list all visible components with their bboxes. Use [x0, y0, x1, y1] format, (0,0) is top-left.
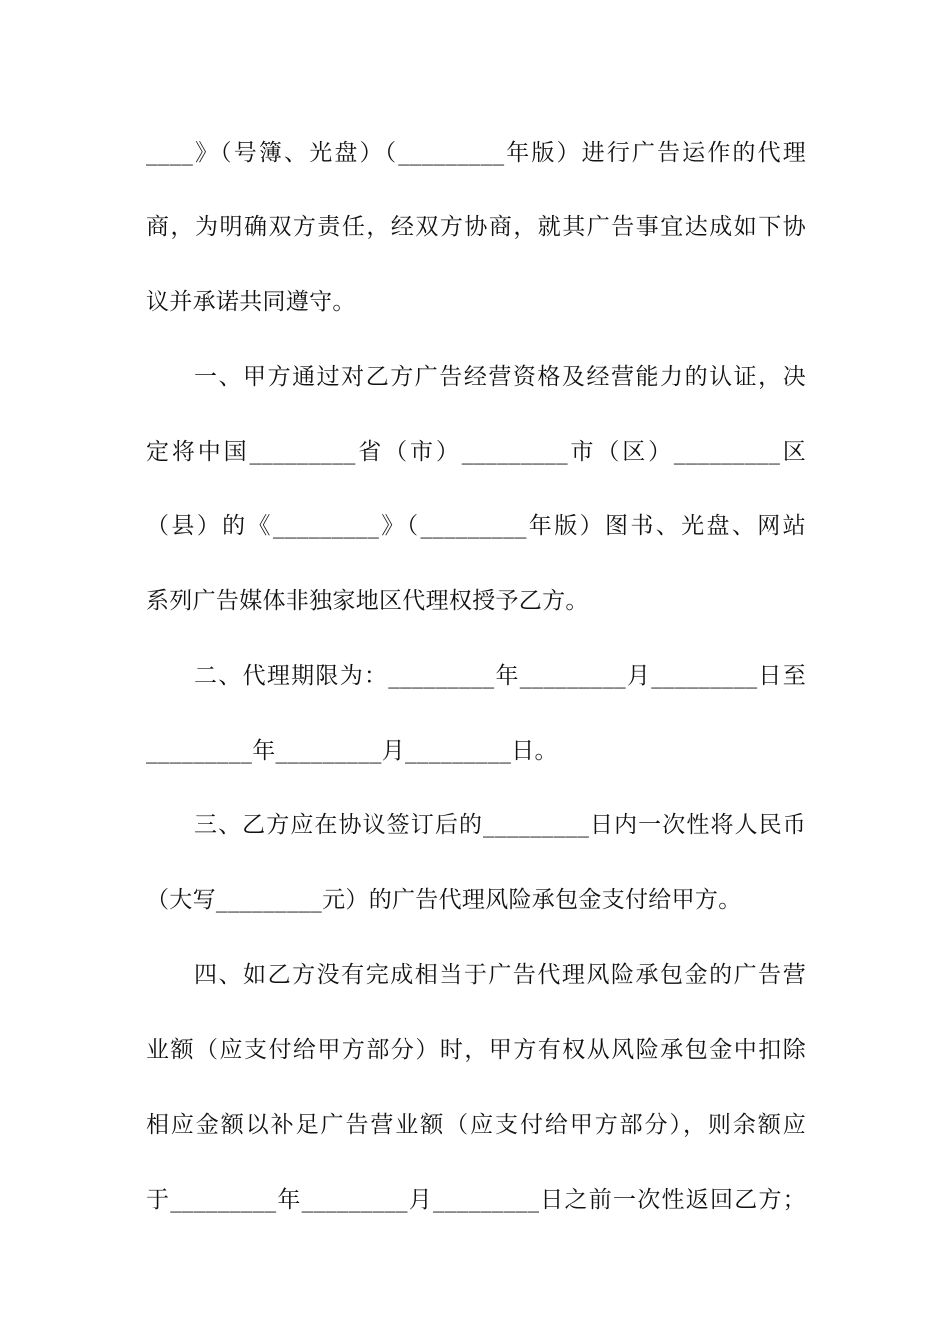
text-line: 商，为明确双方责任，经双方协商，就其广告事宜达成如下协 [146, 214, 806, 240]
section-4-heading-line: 四、如乙方没有完成相当于广告代理风险承包金的广告营 [194, 962, 806, 988]
text-line: 业额（应支付给甲方部分）时，甲方有权从风险承包金中扣除 [146, 1037, 806, 1063]
text-line: _________年_________月_________日。 [146, 738, 558, 764]
text-line: 相应金额以补足广告营业额（应支付给甲方部分），则余额应 [146, 1112, 806, 1138]
text-line: 系列广告媒体非独家地区代理权授予乙方。 [146, 588, 589, 614]
text-line: （县）的《_________》（_________年版）图书、光盘、网站 [146, 513, 806, 539]
section-1-heading-line: 一、甲方通过对乙方广告经营资格及经营能力的认证，决 [194, 364, 806, 390]
section-3-heading-line: 三、乙方应在协议签订后的_________日内一次性将人民币 [194, 812, 806, 838]
text-line: （大写_________元）的广告代理风险承包金支付给甲方。 [146, 887, 742, 913]
text-line: ____》（号簿、光盘）（_________年版）进行广告运作的代理 [146, 140, 806, 166]
section-2-heading-line: 二、代理期限为：_________年_________月_________日至 [194, 663, 806, 689]
text-line: 定将中国_________省（市）_________市（区）_________区 [146, 439, 806, 465]
text-line: 议并承诺共同遵守。 [146, 289, 356, 315]
text-line: 于_________年_________月_________日之前一次性返回乙方； [146, 1187, 806, 1213]
